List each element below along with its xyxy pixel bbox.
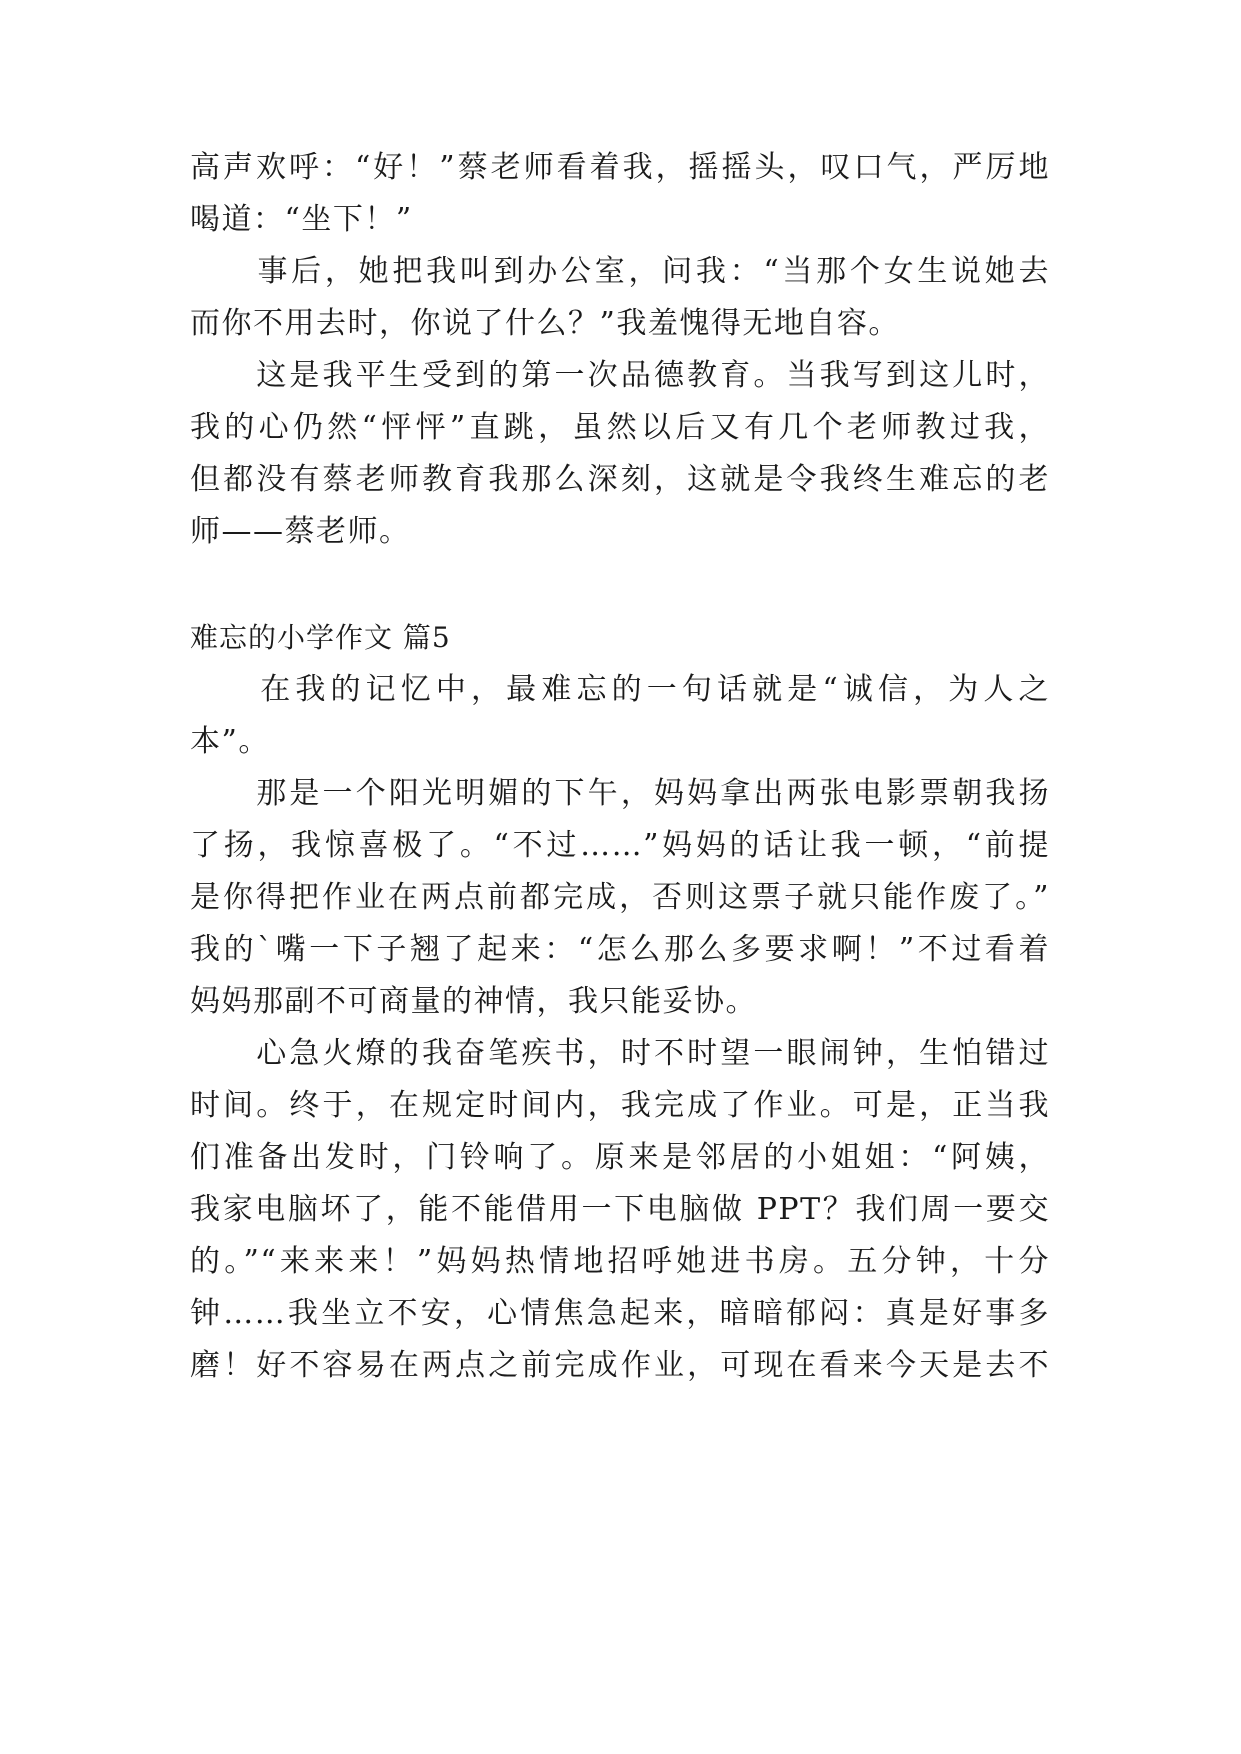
text-line: 这是我平生受到的第一次品德教育。当我写到这儿时， (190, 358, 1050, 393)
text-line: 是你得把作业在两点前都完成，否则这票子就只能作废了。” (190, 880, 1050, 915)
text-line: 我家电脑坏了，能不能借用一下电脑做 PPT？我们周一要交 (190, 1192, 1050, 1227)
text-line: 在我的记忆中，最难忘的一句话就是“诚信，为人之 (190, 672, 1050, 707)
text-line: 们准备出发时，门铃响了。原来是邻居的小姐姐：“阿姨， (190, 1140, 1050, 1175)
text-line: 而你不用去时，你说了什么？”我羞愧得无地自容。 (190, 306, 900, 341)
text-line: 磨！好不容易在两点之前完成作业，可现在看来今天是去不 (190, 1348, 1050, 1383)
text-line: 但都没有蔡老师教育我那么深刻，这就是令我终生难忘的老 (190, 462, 1050, 497)
text-line: 时间。终于，在规定时间内，我完成了作业。可是，正当我 (190, 1088, 1050, 1123)
text-line: 我的`嘴一下子翘了起来：“怎么那么多要求啊！”不过看着 (190, 932, 1050, 967)
text-line: 心急火燎的我奋笔疾书，时不时望一眼闹钟，生怕错过 (190, 1036, 1050, 1071)
section-heading: 难忘的小学作文 篇5 (190, 621, 451, 654)
text-line: 那是一个阳光明媚的下午，妈妈拿出两张电影票朝我扬 (190, 776, 1050, 811)
text-line: 了扬，我惊喜极了。“不过……”妈妈的话让我一顿，“前提 (190, 828, 1050, 863)
text-line: 本”。 (190, 724, 270, 759)
text-line: 钟……我坐立不安，心情焦急起来，暗暗郁闷：真是好事多 (190, 1296, 1050, 1331)
text-line: 高声欢呼：“好！”蔡老师看着我，摇摇头，叹口气，严厉地 (190, 150, 1050, 185)
text-line: 事后，她把我叫到办公室，问我：“当那个女生说她去 (190, 254, 1050, 289)
text-line: 妈妈那副不可商量的神情，我只能妥协。 (190, 984, 757, 1019)
text-line: 喝道：“坐下！” (190, 202, 413, 237)
text-line: 的。”“来来来！”妈妈热情地招呼她进书房。五分钟，十分 (190, 1244, 1050, 1279)
text-line: 师——蔡老师。 (190, 514, 411, 549)
text-line: 我的心仍然“怦怦”直跳，虽然以后又有几个老师教过我， (190, 410, 1050, 445)
